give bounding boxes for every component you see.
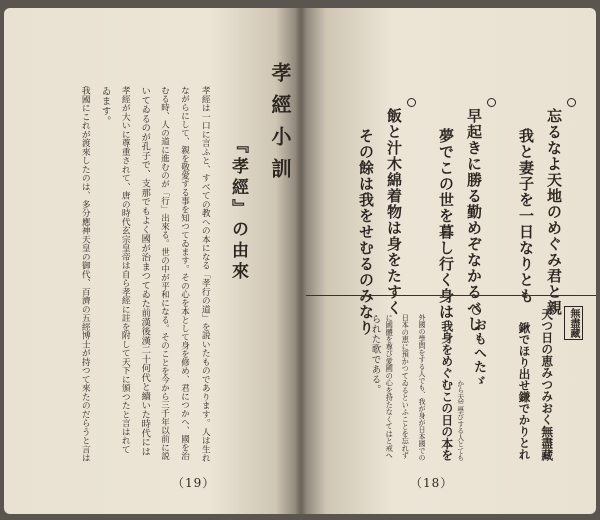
page-number: （18） — [410, 476, 454, 490]
circle-mark — [407, 98, 416, 107]
section-divider — [306, 295, 596, 296]
chapter-title: 孝經小訓 — [268, 62, 292, 190]
poem-line: 飯と汁木綿着物は身をたすく — [385, 108, 403, 316]
prose-line: むる時、人の道に進むのが「行」出來る。世の中が平和になる。そのことを今から三千年以前に説 — [159, 86, 170, 460]
left-page — [4, 8, 296, 514]
circle-mark — [487, 98, 496, 107]
poem-line: 我身をめぐむこの日の本を — [439, 320, 454, 461]
prose-line: に國體を尊び愛國の心を持たなくてはと戒へ — [385, 314, 395, 459]
section-label: 無盡藏 — [564, 306, 583, 340]
book-gutter — [296, 8, 306, 514]
prose-line: ながらにして、親を敬愛する事を知つてゐます。その心を本として身を修め、君につかへ、國を治 — [179, 86, 190, 460]
prose-line: いてゐるのが孔子で、支那でもよく國が治まつてゐた前漢後漢二十何代と續いた時代には — [139, 86, 151, 456]
section-heading: 『孝經』の由來 — [228, 136, 248, 283]
right-page — [306, 8, 596, 514]
prose-line: 孝經が大いに尊重されて、唐の時代玄宗皇帝は自ら孝經に註を附して天下に頒つたと言はれて — [119, 86, 130, 454]
poem-line: その餘は我をせむるのみなり — [357, 128, 375, 336]
circle-mark — [472, 306, 481, 315]
poem-line: 忘るなよ天地のめぐみ君と親 — [545, 108, 563, 316]
prose-line: 外國の學問をする人でも、我が身が日本國での — [418, 314, 426, 461]
poem-line: 早起きに勝る勤めぞなかるべし — [465, 108, 483, 332]
circle-mark — [567, 98, 576, 107]
page-number: （19） — [172, 476, 216, 490]
prose-line: 我國にこれが渡來したのは、多分應神天皇の御代、百濟の五經博士が持つて來たのだらうと言は — [79, 86, 90, 463]
prose-line: 日本の恵に預かつてゐるといふことを忘れず — [401, 314, 411, 459]
poem-line: おもへたゞ — [471, 318, 486, 388]
poem-line: 天つ日の恵みつみおく無盡藏 — [539, 308, 554, 461]
poem-line: 我と妻子を一日なりとも — [517, 128, 535, 304]
poem-line: 鍬でほり出せ鎌でかりとれ — [517, 322, 532, 460]
prose-line: から天竺學びする人とても — [455, 380, 464, 461]
prose-line: 孝經は一口に言ふと、すべての教への本になる「孝行の道」を説いたものであります。人は生れ — [199, 86, 210, 463]
poem-line: 夢でこの世を暮し行く身は — [437, 128, 455, 320]
prose-line: られた歌である。 — [369, 314, 381, 395]
prose-line: ゐます。 — [99, 86, 111, 127]
